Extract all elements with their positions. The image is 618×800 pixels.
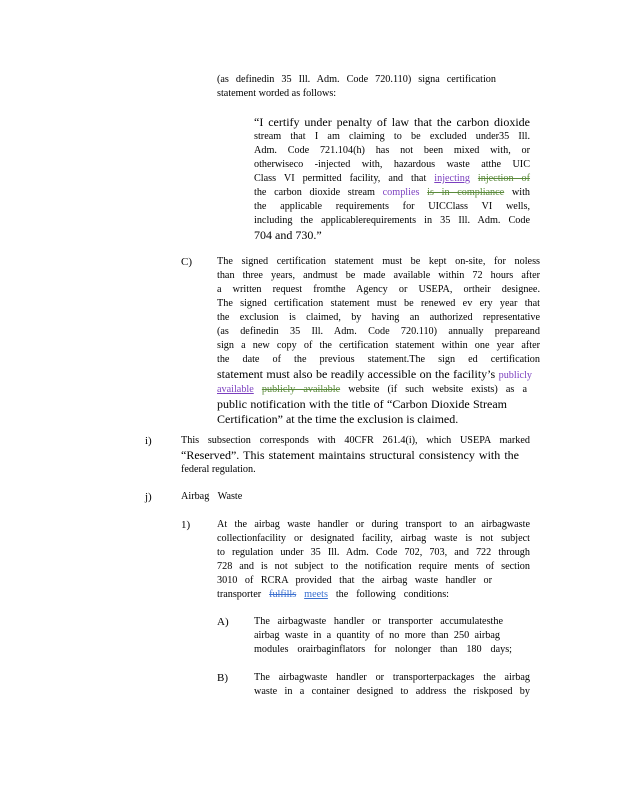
deleted-text: is in compliance (427, 187, 505, 198)
item-a-line: modules orairbaginflators for nolonger than 180 days; (254, 644, 512, 655)
item-label-i: i) (145, 435, 152, 447)
intro-line: statement worded as follows: (217, 88, 337, 99)
quote-line: otherwiseco -injected with, hazardous waste atthe UIC (254, 159, 530, 170)
item-i-line: federal regulation. (181, 464, 256, 475)
intro-paragraph (217, 73, 496, 101)
item-label-b: B) (217, 672, 228, 684)
quote-line: the applicable requirements for UICClass VI wells, (254, 201, 530, 212)
item-c-line: a written request fromthe Agency or USEPA, ortheir designee. (217, 284, 540, 295)
item-1-text: transporter (217, 589, 262, 600)
item-c-paragraph (217, 255, 540, 427)
item-label-a: A) (217, 616, 229, 628)
item-1-paragraph (217, 518, 530, 602)
item-i-line: This subsection corresponds with 40CFR 261.4(i), which USEPA marked (181, 435, 530, 446)
item-1-text: the following conditions: (335, 589, 450, 600)
item-c-line: Certification” at the time the exclusion is claimed. (217, 412, 459, 426)
deleted-text: injection of (477, 173, 531, 184)
item-label-j: j) (145, 491, 152, 503)
item-1-line (217, 588, 449, 602)
item-c-line: (as definedin 35 Ill. Adm. Code 720.110) annually prepareand (217, 326, 540, 337)
item-c-line: sign a new copy of the certification statement within one year after (217, 340, 540, 351)
item-c-line (217, 383, 527, 397)
item-b-line: The airbagwaste handler or transporterpackages the airbag (254, 672, 530, 683)
item-i-paragraph (181, 434, 530, 477)
item-c-line: public notification with the title of “Carbon Dioxide Stream (217, 397, 507, 411)
quote-line: 704 and 730.” (254, 228, 322, 242)
item-1-line: 728 and is not subject to the notification require ments of section (217, 561, 530, 572)
deleted-text: fulfills (269, 589, 297, 600)
item-label-1: 1) (181, 519, 191, 531)
inserted-text: injecting (434, 173, 470, 184)
item-c-line: The signed certification statement must be kept on-site, for noless (217, 256, 540, 267)
item-b-line: waste in a container designed to address the riskposed by (254, 686, 530, 697)
item-a-paragraph (254, 615, 512, 657)
quote-text: Class VI permitted facility, and that (254, 173, 427, 184)
quote-line: including the applicablerequirements in 35 Ill. Adm. Code (254, 215, 530, 226)
quote-text: the carbon dioxide stream (254, 187, 375, 198)
item-c-line: the exclusion is claimed, by having an authorized representative (217, 312, 540, 323)
item-1-line: collectionfacility or designated facility, airbag waste is not subject (217, 533, 530, 544)
item-b-paragraph (254, 671, 530, 699)
inserted-text: complies (382, 187, 420, 198)
item-c-line: the date of the previous statement.The sign ed certification (217, 354, 540, 365)
item-label-c: C) (181, 256, 192, 268)
inserted-text: meets (304, 589, 328, 600)
item-1-line: At the airbag waste handler or during transport to an airbagwaste (217, 519, 530, 530)
item-1-line: 3010 of RCRA provided that the airbag waste handler or (217, 575, 492, 586)
item-a-line: The airbagwaste handler or transporter accumulatesthe (254, 616, 503, 627)
quote-line: “I certify under penalty of law that the carbon dioxide (254, 115, 530, 129)
item-c-line (217, 367, 532, 383)
quote-line (254, 172, 530, 186)
quote-line: stream that I am claiming to be excluded under35 Ill. (254, 131, 530, 142)
item-j-title (181, 490, 281, 504)
inserted-text: available (217, 384, 254, 395)
item-c-line: The signed certification statement must be renewed ev ery year that (217, 298, 540, 309)
quote-line: Adm. Code 721.104(h) has not been mixed with, or (254, 145, 530, 156)
certification-quote (254, 115, 530, 243)
section-heading: Airbag Waste (181, 491, 243, 502)
item-1-line: to regulation under 35 Ill. Adm. Code 702, 703, and 722 through (217, 547, 530, 558)
inserted-text: publicly (498, 370, 532, 381)
item-c-text: statement must also be readily accessible on the facility’s (217, 367, 496, 381)
quote-text: with (511, 187, 531, 198)
item-c-line: than three years, andmust be made available within 72 hours after (217, 270, 540, 281)
item-a-line: airbag waste in a quantity of no more than 250 airbag (254, 630, 500, 641)
deleted-text: publicly available (261, 384, 341, 395)
item-c-text: website (if such website exists) as a (348, 384, 528, 395)
intro-line: (as definedin 35 Ill. Adm. Code 720.110) signa certification (217, 74, 496, 85)
item-i-line: “Reserved”. This statement maintains structural consistency with the (181, 448, 519, 462)
quote-line (254, 186, 530, 200)
